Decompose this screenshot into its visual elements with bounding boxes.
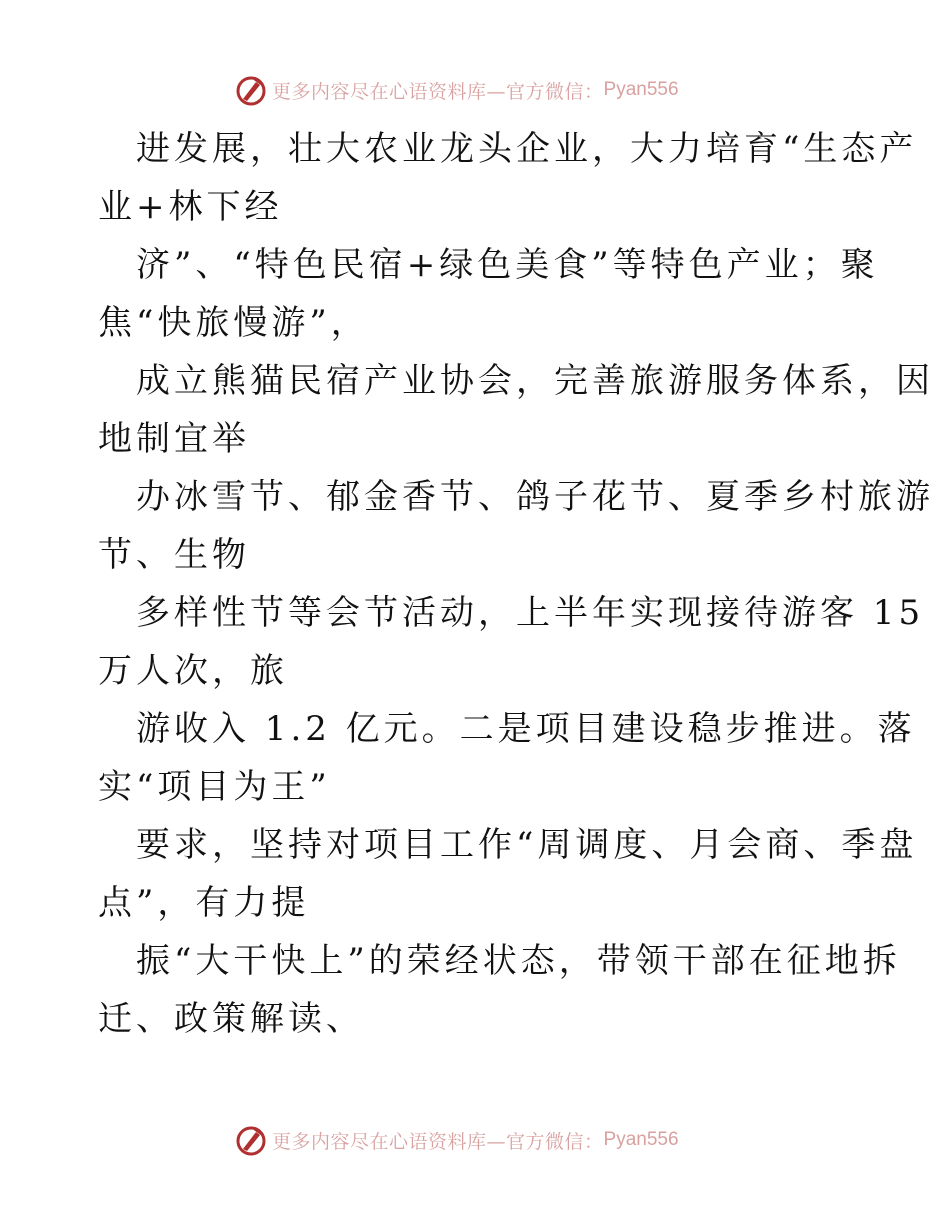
paragraph-line: 振“大干快上”的荣经状态，带领干部在征地拆 (136, 941, 901, 981)
paragraph (98, 932, 901, 1048)
paragraph-line: 迁、政策解读、 (98, 999, 364, 1039)
paragraph (98, 584, 925, 700)
paragraph-line: 游收入 1.2 亿元。二是项目建设稳步推进。落 (136, 709, 916, 749)
header-banner-text: 更多内容尽在心语资料库—官方微信： (272, 80, 604, 103)
paragraph (98, 236, 879, 352)
paragraph-line: 成立熊猫民宿产业协会，完善旅游服务体系，因 (136, 361, 934, 401)
header-banner-handle: Pyan556 (603, 79, 679, 100)
paragraph (98, 816, 918, 932)
paragraph-line: 进发展，壮大农业龙头企业，大力培育“生态产 (136, 129, 918, 169)
paragraph-line: 办冰雪节、郁金香节、鸽子花节、夏季乡村旅游 (136, 477, 934, 517)
paragraph-line: 节、生物 (98, 535, 250, 575)
paragraph-line: 焦“快旅慢游”， (98, 303, 369, 343)
paragraph-line: 点”，有力提 (98, 883, 310, 923)
paragraph (98, 468, 934, 584)
header-watermark-banner (234, 70, 714, 110)
document-body (98, 120, 934, 1048)
paragraph-line: 业+林下经 (98, 187, 283, 227)
paragraph (98, 700, 916, 816)
paragraph-line: 实“项目为王” (98, 767, 331, 807)
footer-banner-text: 更多内容尽在心语资料库—官方微信： (272, 1130, 604, 1153)
paragraph-line: 要求，坚持对项目工作“周调度、月会商、季盘 (136, 825, 918, 865)
paragraph (98, 352, 934, 468)
pen-nib-circle-logo-icon (234, 73, 268, 107)
footer-watermark-banner (234, 1120, 714, 1160)
paragraph-line: 济”、“特色民宿+绿色美食”等特色产业；聚 (136, 245, 879, 285)
footer-banner-handle: Pyan556 (603, 1129, 679, 1150)
paragraph-line: 多样性节等会节活动，上半年实现接待游客 15 (136, 593, 925, 633)
paragraph-line: 万人次，旅 (98, 651, 288, 691)
pen-nib-circle-logo-icon (234, 1123, 268, 1157)
paragraph (98, 120, 918, 236)
paragraph-line: 地制宜举 (98, 419, 250, 459)
